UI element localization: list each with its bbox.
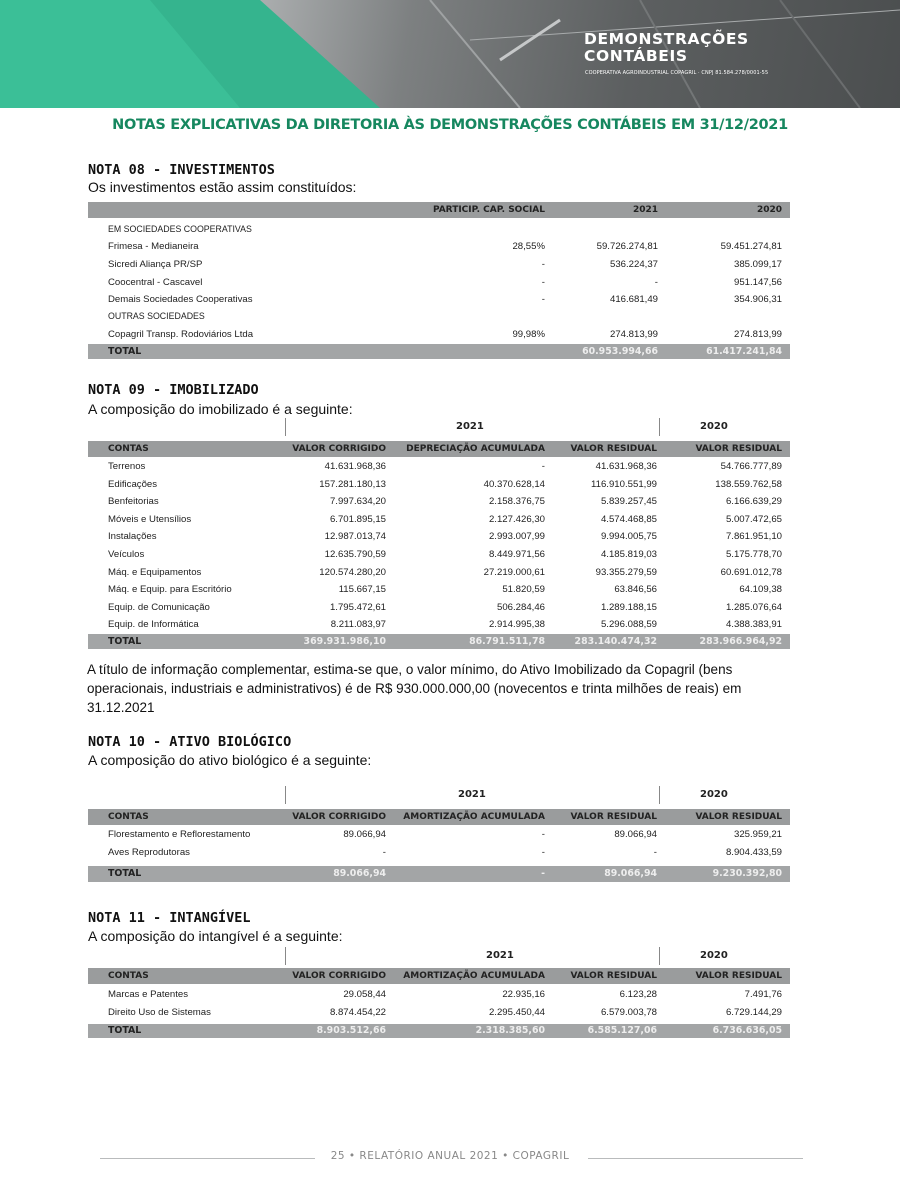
row-value: 5.007.472,65 (725, 513, 782, 525)
total-value: 6.585.127,06 (587, 1025, 657, 1036)
page-footer (0, 1150, 900, 1162)
total-value: 89.066,94 (333, 868, 386, 879)
column-divider (659, 786, 660, 804)
year-label-2020: 2020 (700, 421, 728, 432)
row-value: 99,98% (512, 329, 545, 340)
row-value: 4.185.819,03 (600, 549, 657, 560)
row-value: 6.579.003,78 (600, 1007, 657, 1018)
column-divider (285, 947, 286, 965)
row-label: Demais Sociedades Cooperativas (108, 294, 253, 305)
nota09-intro: A composição do imobilizado é a seguinte: (88, 401, 353, 417)
row-label: Terrenos (108, 461, 146, 472)
total-value: - (541, 868, 545, 879)
row-value: - (541, 277, 545, 288)
row-value: 6.166.639,29 (725, 496, 782, 508)
row-value: 63.846,56 (614, 584, 657, 596)
row-label: Edificações (108, 478, 158, 490)
total-label: TOTAL (108, 346, 142, 357)
row-value (445, 308, 545, 325)
row-label: Copagril Transp. Rodoviários Ltda (108, 329, 254, 340)
row-value: 1.795.472,61 (329, 601, 386, 613)
total-value: 61.417.241,84 (706, 346, 782, 357)
table-row (88, 564, 790, 581)
column-header: VALOR RESIDUAL (570, 971, 657, 981)
column-header: AMORTIZAÇÃO ACUMULADA (403, 971, 545, 981)
row-value: 138.559.762,58 (715, 478, 782, 490)
row-value: 120.574.280,20 (319, 566, 386, 578)
row-value: 4.388.383,91 (725, 619, 782, 631)
table-row (88, 308, 790, 325)
total-value: 8.903.512,66 (316, 1025, 386, 1036)
table-row (88, 221, 790, 238)
row-value: 116.910.551,99 (591, 478, 657, 490)
row-value: - (541, 294, 545, 305)
row-value: 89.066,94 (343, 829, 386, 840)
nota08-intro: Os investimentos estão assim constituídos: (88, 179, 357, 195)
column-header: VALOR RESIDUAL (695, 971, 782, 981)
page-heading: NOTAS EXPLICATIVAS DA DIRETORIA ÀS DEMONSTRAÇÕES CONTÁBEIS EM 31/12/2021 (112, 117, 788, 133)
table-row (88, 326, 790, 343)
table-row (88, 826, 790, 843)
column-header: 2021 (632, 205, 658, 215)
column-header: VALOR CORRIGIDO (292, 971, 386, 981)
row-value: 274.813,99 (733, 329, 782, 340)
banner-title-line1: DEMONSTRAÇÕES (584, 30, 749, 48)
column-header: CONTAS (108, 812, 149, 822)
row-label: Marcas e Patentes (108, 989, 188, 1000)
row-value (662, 308, 782, 325)
table-header-row (88, 441, 790, 457)
row-label: Benfeitorias (108, 496, 159, 508)
row-value (538, 221, 658, 238)
column-header: VALOR RESIDUAL (570, 444, 657, 454)
column-header: PARTICIP. CAP. SOCIAL (432, 205, 545, 215)
column-header: CONTAS (108, 971, 149, 981)
total-value: 60.953.994,66 (582, 346, 658, 357)
row-value: 951.147,56 (733, 277, 782, 288)
column-header: VALOR RESIDUAL (695, 812, 782, 822)
year-label-2021: 2021 (486, 950, 514, 961)
row-label: Frimesa - Medianeira (108, 241, 199, 252)
total-value: 89.066,94 (604, 868, 657, 879)
row-value: - (541, 259, 545, 270)
table-total-row (88, 866, 790, 882)
supplementary-paragraph: A título de informação complementar, estima-se que, o valor mínimo, do Ativo Imobilizado da Copagril (bens operacionais, industriais e administrativos) é de R$ 930.000.000,00 (novecentos e trinta milhões de reais) em 31.12.2021 (87, 662, 742, 715)
row-value: 5.175.778,70 (725, 549, 782, 560)
row-label: Móveis e Utensílios (108, 513, 192, 525)
row-label: Equip. de Informática (108, 619, 199, 631)
row-value (662, 221, 782, 238)
table-header-row (88, 968, 790, 984)
row-value: 115.667,15 (338, 584, 386, 596)
table-row (88, 274, 790, 291)
row-value: - (653, 847, 657, 858)
row-value: 12.635.790,59 (324, 549, 386, 560)
table-row (88, 476, 790, 493)
nota08-table (88, 202, 790, 362)
total-value: 9.230.392,80 (712, 868, 782, 879)
table-total-row (88, 1024, 790, 1038)
row-value: 7.997.634,20 (329, 496, 386, 508)
row-value: 5.296.088,59 (600, 619, 657, 631)
nota10-table (88, 809, 790, 885)
nota10-title: NOTA 10 - ATIVO BIOLÓGICO (88, 734, 292, 750)
total-value: 86.791.511,78 (469, 636, 545, 647)
row-value: 2.127.426,30 (488, 513, 545, 525)
total-value: 369.931.986,10 (303, 636, 386, 647)
row-value: - (541, 847, 545, 858)
nota10-intro: A composição do ativo biológico é a seguinte: (88, 752, 372, 768)
table-row (88, 511, 790, 528)
table-row (88, 581, 790, 598)
column-header: VALOR CORRIGIDO (292, 444, 386, 454)
row-value: 59.726.274,81 (596, 241, 658, 252)
row-value: 2.914.995,38 (488, 619, 545, 631)
nota11-title: NOTA 11 - INTANGÍVEL (88, 910, 251, 926)
table-row (88, 546, 790, 563)
total-value: 283.140.474,32 (574, 636, 657, 647)
row-value: 41.631.968,36 (324, 461, 386, 472)
column-divider (659, 418, 660, 436)
row-value: 536.224,37 (609, 259, 658, 270)
table-total-row (88, 634, 790, 649)
column-header: VALOR RESIDUAL (695, 444, 782, 454)
row-label: OUTRAS SOCIEDADES (108, 311, 205, 321)
row-value: 40.370.628,14 (483, 478, 545, 490)
year-label-2021: 2021 (456, 421, 484, 432)
row-value: 8.874.454,22 (329, 1007, 386, 1018)
row-value: 54.766.777,89 (720, 461, 782, 472)
row-value: 51.820,59 (502, 584, 545, 596)
row-value: 8.904.433,59 (725, 847, 782, 858)
row-value: 22.935,16 (502, 989, 545, 1000)
column-divider (659, 947, 660, 965)
total-label: TOTAL (108, 868, 142, 879)
banner-subtitle: COOPERATIVA AGROINDUSTRIAL COPAGRIL · CNPJ 81.584.278/0001-55 (585, 70, 769, 76)
row-value: - (382, 847, 386, 858)
table-row (88, 458, 790, 475)
table-total-row (88, 344, 790, 359)
row-value: 1.289.188,15 (600, 601, 657, 613)
row-label: Florestamento e Reflorestamento (108, 829, 251, 840)
column-header: CONTAS (108, 444, 149, 454)
row-value: - (541, 829, 545, 840)
row-value: 60.691.012,78 (720, 566, 782, 578)
year-label-2021: 2021 (458, 789, 486, 800)
row-label: Máq. e Equipamentos (108, 566, 202, 578)
row-value: 7.861.951,10 (725, 531, 782, 543)
row-value: 28,55% (512, 241, 545, 252)
table-row (88, 291, 790, 308)
banner-title-line2: CONTÁBEIS (584, 47, 688, 65)
row-value: 506.284,46 (496, 601, 545, 613)
total-value: 2.318.385,60 (475, 1025, 545, 1036)
row-value: 12.987.013,74 (324, 531, 386, 543)
row-value: 93.355.279,59 (595, 566, 657, 578)
footer-text: 25 • RELATÓRIO ANUAL 2021 • COPAGRIL (325, 1150, 576, 1162)
row-label: Aves Reprodutoras (108, 847, 190, 858)
row-label: Coocentral - Cascavel (108, 277, 203, 288)
banner-title (584, 31, 749, 65)
table-row (88, 528, 790, 545)
row-value: 2.295.450,44 (488, 1007, 545, 1018)
row-value: 8.449.971,56 (488, 549, 545, 560)
table-header-row (88, 809, 790, 825)
row-label: Máq. e Equip. para Escritório (108, 584, 232, 596)
row-value (538, 308, 658, 325)
row-value: 1.285.076,64 (725, 601, 782, 613)
column-header: VALOR RESIDUAL (570, 812, 657, 822)
row-value: 41.631.968,36 (595, 461, 657, 472)
total-label: TOTAL (108, 1025, 142, 1036)
nota11-intro: A composição do intangível é a seguinte: (88, 928, 343, 944)
column-header: AMORTIZAÇÃO ACUMULADA (403, 812, 545, 822)
column-divider (285, 418, 286, 436)
row-value: 6.729.144,29 (725, 1007, 782, 1018)
row-value (445, 221, 545, 238)
row-label: Equip. de Comunicação (108, 601, 210, 613)
total-value: 6.736.636,05 (712, 1025, 782, 1036)
table-row (88, 1004, 790, 1021)
row-value: 9.994.005,75 (600, 531, 657, 543)
row-value: 59.451.274,81 (720, 241, 782, 252)
header-banner (0, 0, 900, 108)
column-divider (285, 786, 286, 804)
column-header: 2020 (756, 205, 782, 215)
row-value: 6.701.895,15 (329, 513, 386, 525)
total-value: 283.966.964,92 (699, 636, 782, 647)
row-value: 64.109,38 (739, 584, 782, 596)
row-value: 6.123,28 (619, 989, 657, 1000)
row-label: Sicredi Aliança PR/SP (108, 259, 203, 270)
row-value: 29.058,44 (343, 989, 386, 1000)
row-value: 8.211.083,97 (330, 619, 386, 631)
row-value: 385.099,17 (733, 259, 782, 270)
row-value: 2.993.007,99 (488, 531, 545, 543)
row-label: Direito Uso de Sistemas (108, 1007, 211, 1018)
table-row (88, 844, 790, 861)
column-header: VALOR CORRIGIDO (292, 812, 386, 822)
table-row (88, 986, 790, 1003)
row-label: EM SOCIEDADES COOPERATIVAS (108, 224, 252, 234)
row-value: 354.906,31 (733, 294, 782, 305)
table-row (88, 238, 790, 255)
row-value: - (541, 461, 545, 472)
row-value: 2.158.376,75 (488, 496, 545, 508)
table-header-row (88, 202, 790, 218)
year-label-2020: 2020 (700, 950, 728, 961)
row-value: 4.574.468,85 (600, 513, 657, 525)
table-row (88, 493, 790, 510)
row-value: 7.491,76 (744, 989, 782, 1000)
nota08-title: NOTA 08 - INVESTIMENTOS (88, 162, 275, 178)
year-label-2020: 2020 (700, 789, 728, 800)
row-label: Instalações (108, 531, 157, 543)
row-value: 5.839.257,45 (600, 496, 657, 508)
table-row (88, 599, 790, 616)
table-row (88, 616, 790, 633)
row-value: 274.813,99 (609, 329, 658, 340)
row-value: 89.066,94 (614, 829, 657, 840)
row-value: 416.681,49 (609, 294, 658, 305)
row-value: - (654, 277, 658, 288)
total-label: TOTAL (108, 636, 142, 647)
nota09-table (88, 441, 790, 651)
row-value: 27.219.000,61 (483, 566, 545, 578)
row-value: 325.959,21 (733, 829, 782, 840)
nota11-table (88, 968, 790, 1042)
nota09-title: NOTA 09 - IMOBILIZADO (88, 382, 259, 398)
column-header: DEPRECIAÇÃO ACUMULADA (406, 444, 545, 454)
table-row (88, 256, 790, 273)
row-label: Veículos (108, 549, 145, 560)
row-value: 157.281.180,13 (319, 478, 386, 490)
